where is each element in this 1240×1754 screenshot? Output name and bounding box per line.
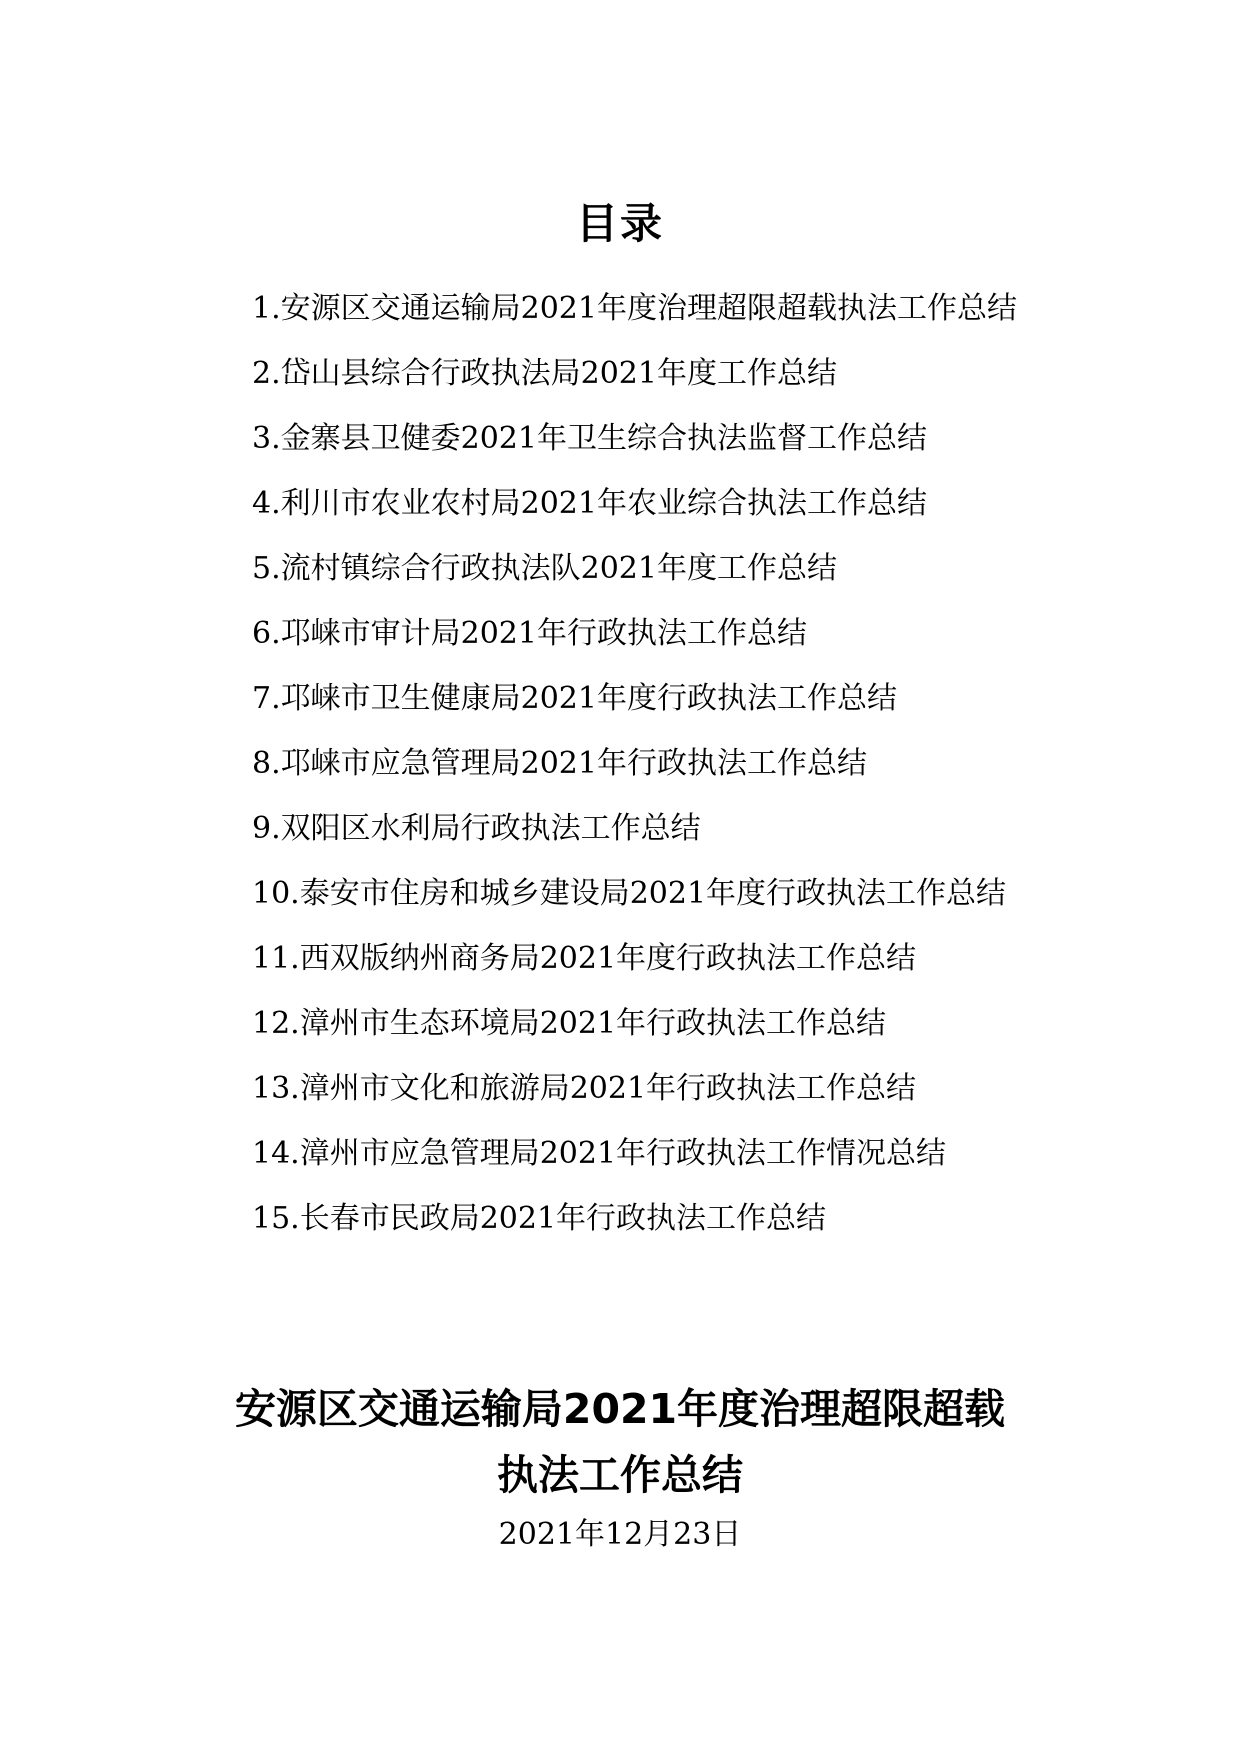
- toc-item-9: 9.双阳区水利局行政执法工作总结: [252, 811, 701, 846]
- toc-item-4: 4.利川市农业农村局2021年农业综合执法工作总结: [252, 486, 927, 521]
- toc-list: [186, 276, 1056, 1251]
- toc-item-13: 13.漳州市文化和旅游局2021年行政执法工作总结: [252, 1071, 917, 1106]
- toc-item-2: 2.岱山县综合行政执法局2021年度工作总结: [252, 356, 837, 391]
- toc-item-14: 14.漳州市应急管理局2021年行政执法工作情况总结: [252, 1136, 947, 1171]
- toc-item-6: 6.邛崃市审计局2021年行政执法工作总结: [252, 616, 807, 651]
- toc-item-5: 5.流村镇综合行政执法队2021年度工作总结: [252, 551, 837, 586]
- document-title-line-2: 执法工作总结: [497, 1451, 743, 1499]
- toc-item-1: 1.安源区交通运输局2021年度治理超限超载执法工作总结: [252, 291, 1017, 326]
- toc-title: 目录: [575, 199, 664, 248]
- document-date: 2021年12月23日: [498, 1517, 742, 1552]
- toc-item-8: 8.邛崃市应急管理局2021年行政执法工作总结: [252, 746, 867, 781]
- toc-item-10: 10.泰安市住房和城乡建设局2021年度行政执法工作总结: [252, 876, 1007, 911]
- document-title-line-1: 安源区交通运输局2021年度治理超限超载: [234, 1385, 1006, 1433]
- document-title: [150, 1376, 1090, 1508]
- toc-item-11: 11.西双版纳州商务局2021年度行政执法工作总结: [252, 941, 917, 976]
- toc-item-7: 7.邛崃市卫生健康局2021年度行政执法工作总结: [252, 681, 897, 716]
- toc-item-12: 12.漳州市生态环境局2021年行政执法工作总结: [252, 1006, 887, 1041]
- toc-item-15: 15.长春市民政局2021年行政执法工作总结: [252, 1201, 827, 1236]
- toc-item-3: 3.金寨县卫健委2021年卫生综合执法监督工作总结: [252, 421, 927, 456]
